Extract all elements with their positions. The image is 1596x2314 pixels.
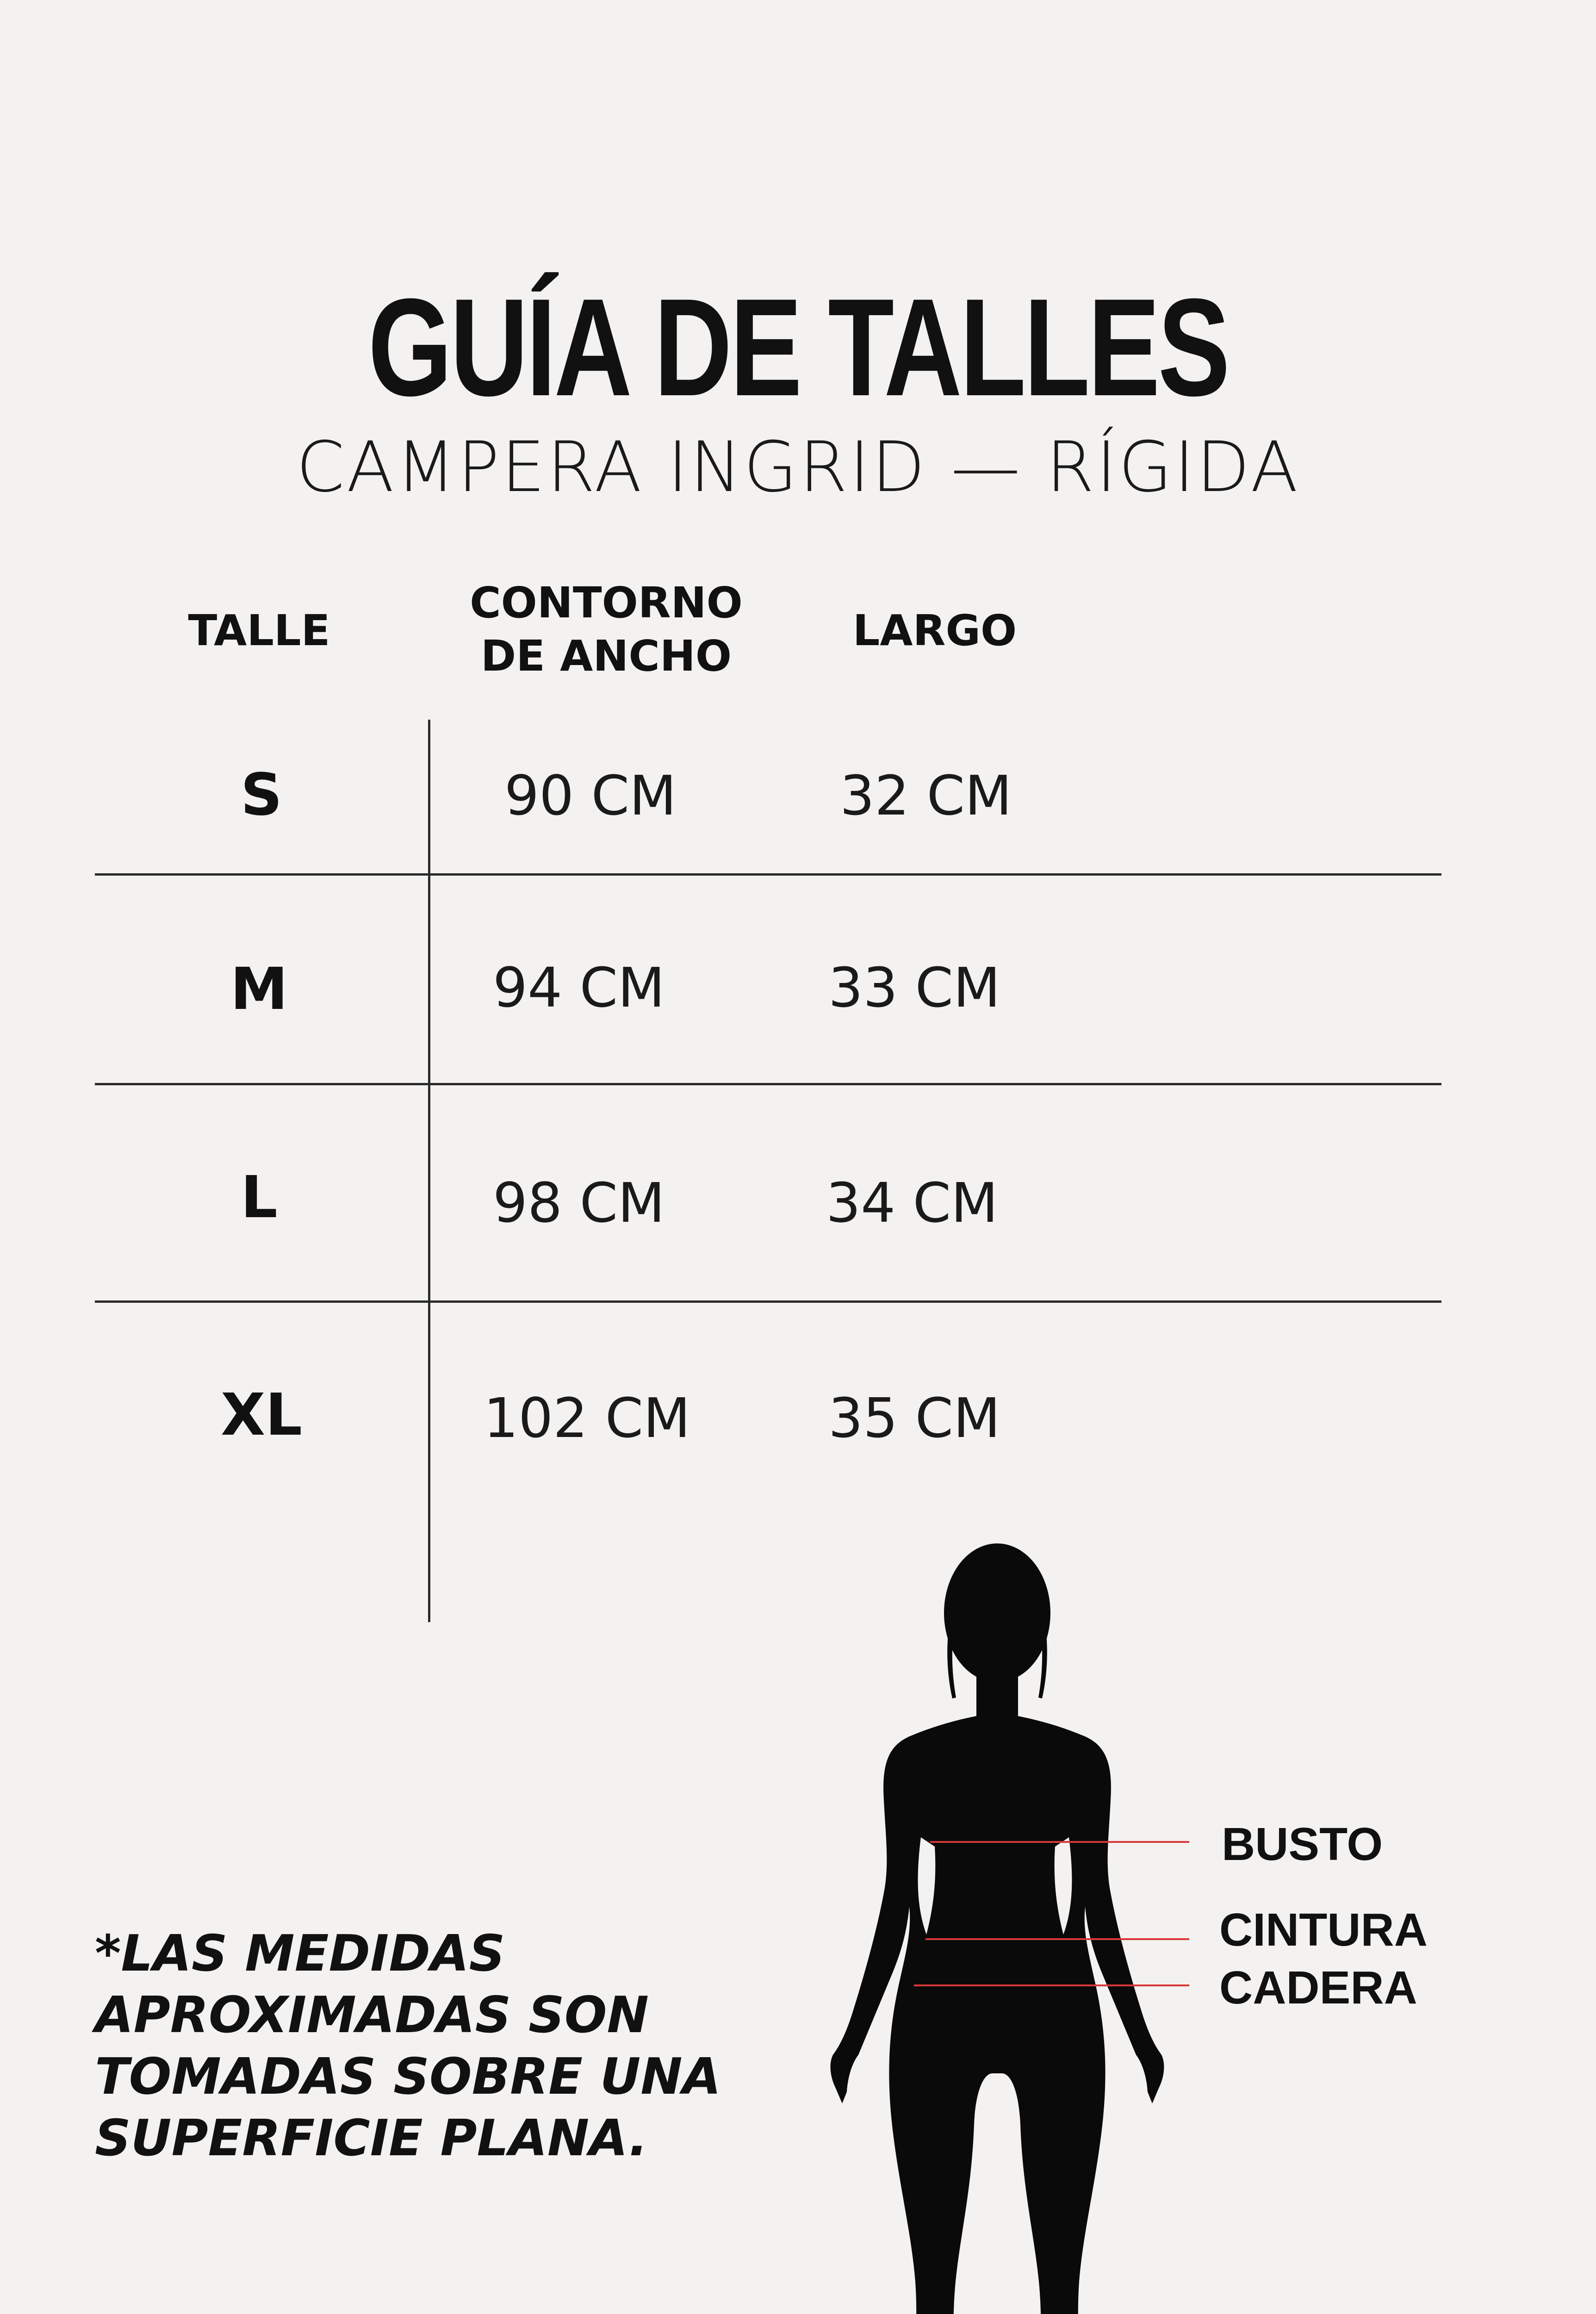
width-cell: 94 CM — [493, 956, 665, 1020]
size-cell: L — [241, 1164, 278, 1231]
table-row-divider — [95, 873, 1441, 876]
note-line: *LAS MEDIDAS — [95, 1925, 505, 1983]
note-line: TOMADAS SOBRE UNA — [95, 2048, 721, 2106]
column-header-width-line1: CONTORNO — [470, 578, 743, 628]
size-cell: M — [230, 956, 288, 1023]
size-cell: XL — [220, 1381, 303, 1449]
width-cell: 102 CM — [484, 1386, 690, 1450]
width-cell: 98 CM — [493, 1171, 665, 1235]
note-line: SUPERFICIE PLANA. — [95, 2109, 648, 2167]
hip-measure-line — [914, 1984, 1189, 1986]
width-cell: 90 CM — [504, 764, 677, 827]
page-subtitle: CAMPERA INGRID — RÍGIDA — [296, 427, 1300, 508]
table-row-divider — [95, 1300, 1441, 1303]
table-row-divider — [95, 1083, 1441, 1085]
waist-measure-line — [925, 1938, 1189, 1940]
measurement-note — [95, 1923, 789, 2169]
bust-measure-line — [930, 1841, 1189, 1843]
table-column-divider — [428, 720, 430, 1622]
length-cell: 35 CM — [828, 1386, 1000, 1450]
note-line: APROXIMADAS SON — [95, 1986, 649, 2044]
length-cell: 34 CM — [826, 1171, 998, 1235]
column-header-size: TALLE — [188, 606, 330, 655]
column-header-length: LARGO — [852, 606, 1017, 655]
bust-label: BUSTO — [1222, 1818, 1383, 1870]
female-body-silhouette-icon — [805, 1541, 1185, 2314]
column-header-width — [444, 576, 768, 683]
length-cell: 32 CM — [840, 764, 1012, 827]
size-cell: S — [240, 761, 283, 828]
hip-label: CADERA — [1219, 1962, 1417, 2014]
length-cell: 33 CM — [828, 956, 1000, 1020]
column-header-width-line2: DE ANCHO — [480, 631, 732, 681]
waist-label: CINTURA — [1219, 1904, 1428, 1956]
page-title: GUÍA DE TALLES — [368, 269, 1228, 425]
